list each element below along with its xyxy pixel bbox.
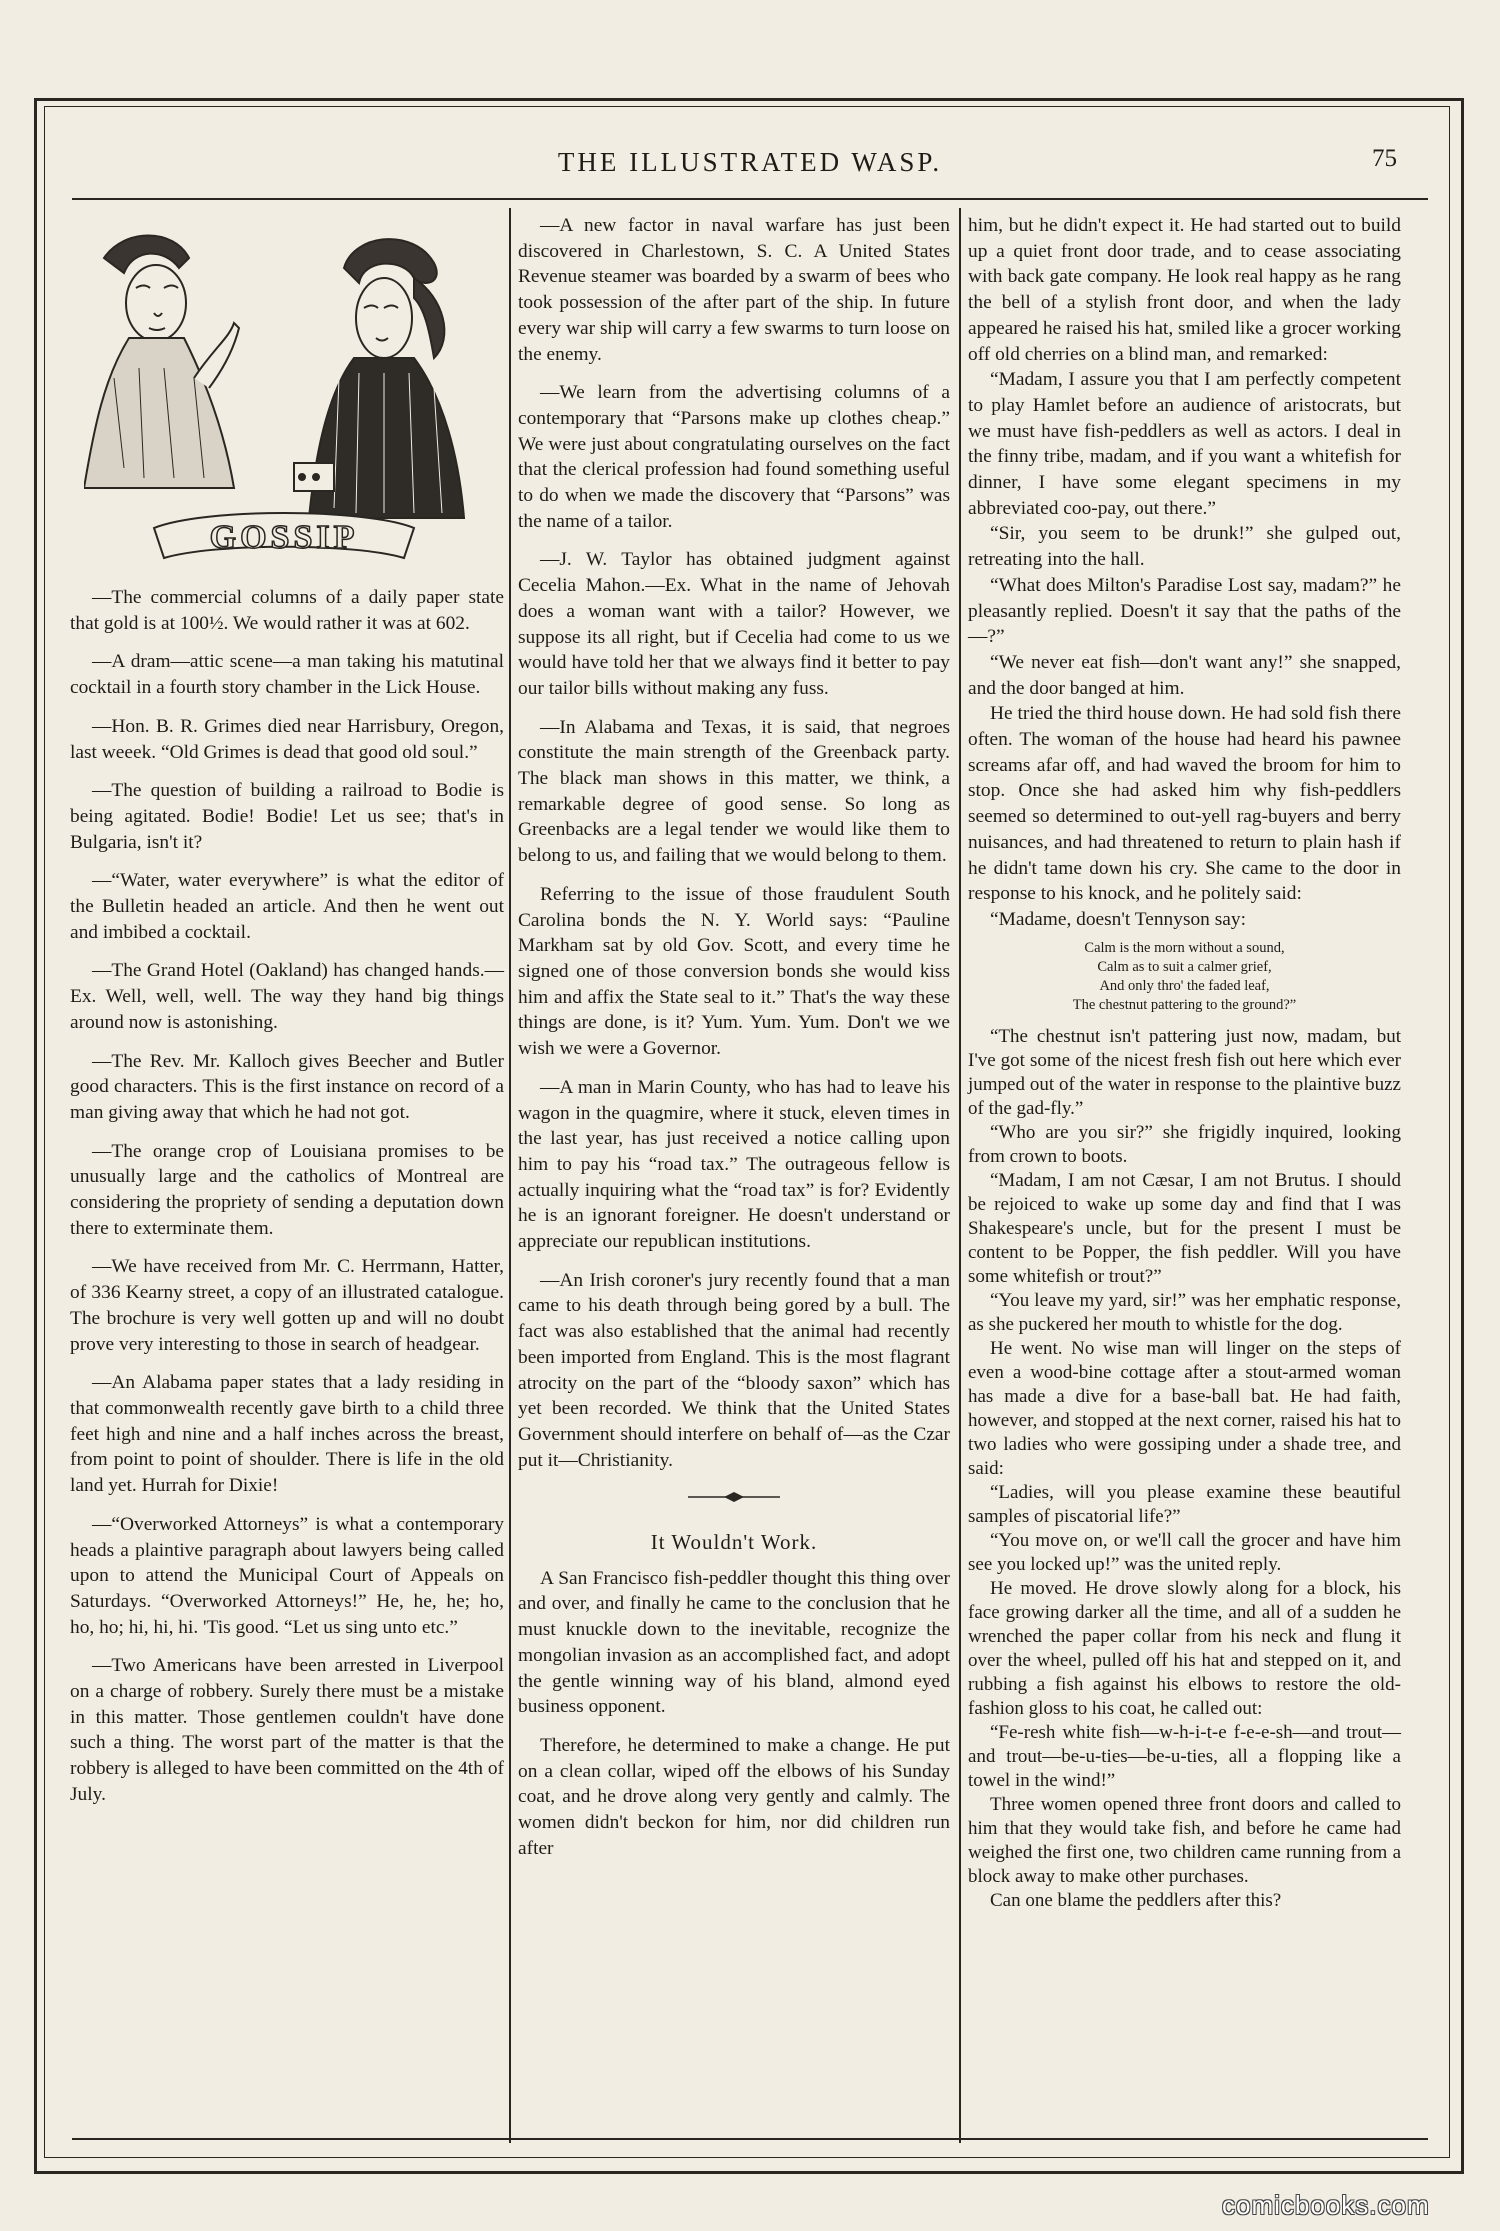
paragraph: “Madam, I am not Cæsar, I am not Brutus. I should be rejoiced to wake up some day and find that I was Shakespeare's uncle, but for the present I must be content to be Popper, the fish peddler. Will you have some whitefish or trout?” xyxy=(968,1169,1401,1287)
page-header-title: THE ILLUSTRATED WASP. xyxy=(557,147,943,177)
paragraph: Referring to the issue of those fraudulent South Carolina bonds the N. Y. World says: “Pauline Markham sat by old Gov. Scott, and every time he signed one of those conversion bonds she would kiss him and affix the State seal to it.” That's the way these things are done, is it? Yum. Yum. Yum. Don't we we wish we were a Governor. xyxy=(518,883,950,1060)
poem-line: Calm as to suit a calmer grief, xyxy=(1097,958,1272,975)
paragraph: Therefore, he determined to make a change. He put on a clean collar, wiped off the elbows of his Sunday coat, and he drove along very gently and calmly. The women didn't beckon for him, nor did children run after xyxy=(518,1734,950,1859)
poem-line: The chestnut pattering to the ground?” xyxy=(1072,996,1297,1013)
paragraph: “What does Milton's Paradise Lost say, madam?” he pleasantly replied. Doesn't it say that the paths of the—?” xyxy=(968,574,1401,648)
section-divider-ornament xyxy=(518,1490,950,1504)
paragraph: “Sir, you seem to be drunk!” she gulped out, retreating into the hall. xyxy=(968,523,1401,571)
paragraph: Can one blame the peddlers after this? xyxy=(990,1889,1282,1911)
paragraph: “The chestnut isn't pattering just now, madam, but I've got some of the nicest fresh fish out here which ever jumped out of the water in response to the plaintive buzz of the gad-fly.” xyxy=(968,1025,1401,1119)
paragraph: —“Water, water everywhere” is what the editor of the Bulletin headed an article. And then he went out and imbibed a cocktail. xyxy=(70,870,504,943)
paragraph: —The question of building a railroad to Bodie is being agitated. Bodie! Bodie! Let us see; that's in Bulgaria, isn't it? xyxy=(70,780,504,853)
column-divider-2 xyxy=(959,208,961,2143)
paragraph: “You leave my yard, sir!” was her emphatic response, as she puckered her mouth to whistle for the dog. xyxy=(968,1289,1401,1335)
paragraph: He tried the third house down. He had sold fish there often. The woman of the house had heard his pawnee screams afar off, and had waved the broom for him to stop. Once she had asked him why fish-peddlers seemed so determined to out-yell rag-buyers and berry nuisances, and had threatened to return to plain hash if he didn't tame down his cry. She came to the door in response to his knock, and he politely said: xyxy=(968,703,1401,905)
paragraph: —An Irish coroner's jury recently found that a man came to his death through being gored by a bull. The fact was also established that the animal had recently been imported from England. This is the most flagrant atrocity on the part of the “bloody saxon” which has yet been recorded. We think that the United States Government should interfere on behalf of—as the Czar put it—Christianity. xyxy=(518,1269,950,1471)
column-1 xyxy=(70,585,504,1821)
paragraph: “You move on, or we'll call the grocer and have him see you locked up!” was the united reply. xyxy=(968,1529,1401,1575)
page-number: 75 xyxy=(1372,145,1397,172)
paragraph: —A new factor in naval warfare has just been discovered in Charlestown, S. C. A United States Revenue steamer was boarded by a swarm of bees who took possession of the after part of the ship. In future every war ship will carry a few swarms to turn loose on the enemy. xyxy=(518,215,950,365)
paragraph: He went. No wise man will linger on the steps of even a wood-bine cottage after a stout-armed woman has made a dive for a base-ball bat. He had faith, however, and stopped at the next corner, raised his hat to two ladies who were gossiping under a shade tree, and said: xyxy=(968,1337,1401,1479)
paragraph: He moved. He drove slowly along for a block, his face growing darker all the time, and all of a sudden he wrenched the paper collar from his neck and flung it over the wheel, pulled off his hat and stepped on it, and rubbing a fish against his elbows to restore the old-fashion gloss to his coat, he called out: xyxy=(968,1577,1401,1719)
paragraph: “Who are you sir?” she frigidly inquired, looking from crown to boots. xyxy=(968,1121,1401,1167)
paragraph: —J. W. Taylor has obtained judgment against Cecelia Mahon.—Ex. What in the name of Jehovah does a woman want with a tailor? However, we suppose its all right, but if Cecelia had come to us we would have told her that we always find it better to pay our tailor bills without making any fuss. xyxy=(518,549,950,699)
paragraph: —The Grand Hotel (Oakland) has changed hands.—Ex. Well, well, well. The way they hand big things around now is astonishing. xyxy=(70,960,504,1033)
column-2 xyxy=(518,213,950,1861)
column-divider-1 xyxy=(509,208,511,2143)
header-rule xyxy=(72,198,1428,200)
paragraph: —Two Americans have been arrested in Liverpool on a charge of robbery. Surely there must be a mistake in this matter. Those gentlemen couldn't have done such a thing. The worst part of the matter is that the robbery is alleged to have been committed on the 4th of July. xyxy=(70,1655,504,1805)
paragraph: “Ladies, will you please examine these beautiful samples of piscatorial life?” xyxy=(968,1481,1401,1527)
poem-quotation xyxy=(968,939,1401,1015)
paragraph: “Fe-resh white fish—w-h-i-t-e f-e-e-sh—and trout—and trout—be-u-ties—be-u-ties, all a flopping like a towel in the wind!” xyxy=(968,1721,1401,1791)
paragraph: “We never eat fish—don't want any!” she snapped, and the door banged at him. xyxy=(968,651,1401,699)
paragraph: —The Rev. Mr. Kalloch gives Beecher and Butler good characters. This is the first instance on record of a man giving away that which he had not got. xyxy=(70,1050,504,1123)
paragraph: —A man in Marin County, who has had to leave his wagon in the quagmire, where it stuck, eleven times in the last year, has just received a notice calling upon him to pay his “road tax.” The outrageous fellow is actually inquiring what the “road tax” is for? Evidently he is an ignorant foreigner. He doesn't understand or appreciate our republican institutions. xyxy=(518,1076,950,1253)
poem-line: And only thro' the faded leaf, xyxy=(1099,977,1270,994)
paragraph: Three women opened three front doors and called to him that they would take fish, and before he came had weighed the first one, two children came running from a block away to make other purchases. xyxy=(968,1793,1401,1887)
paragraph: —The orange crop of Louisiana promises to be unusually large and the catholics of Montreal are considering the propriety of sending a deputation down there to exterminate them. xyxy=(70,1140,504,1239)
footer-rule xyxy=(72,2138,1428,2140)
site-watermark: comicbooks.com xyxy=(1222,2190,1430,2220)
paragraph: “Madam, I assure you that I am perfectly competent to play Hamlet before an audience of aristocrats, but we must have fish-peddlers as well as actors. I deal in the finny tribe, madam, and if you want a whitefish for dinner, I have some elegant specimens in my abbreviated coo-pay, out there.” xyxy=(968,369,1401,519)
paragraph: —An Alabama paper states that a lady residing in that commonwealth recently gave birth to a child three feet high and nine and a half inches across the breast, from point to point of shoulder. There is life in the old land yet. Hurrah for Dixie! xyxy=(70,1372,504,1497)
paragraph: —In Alabama and Texas, it is said, that negroes constitute the main strength of the Greenback party. The black man shows in this matter, we think, a remarkable degree of good sense. So long as Greenbacks are a legal tender we would like them to belong to us, and failing that we would belong to them. xyxy=(518,716,950,867)
paragraph: —A dram—attic scene—a man taking his matutinal cocktail in a fourth story chamber in the Lick House. xyxy=(70,651,504,699)
gossip-illustration xyxy=(84,228,496,574)
paragraph: —The commercial columns of a daily paper state that gold is at 100½. We would rather it was at 602. xyxy=(70,587,504,634)
paragraph: him, but he didn't expect it. He had started out to build up a quiet front door trade, and to cease associating with back gate company. He look real happy as he rang the bell of a stylish front door, and when the lady appeared he raised his hat, smiled like a grocer working off old cherries on a blind man, and remarked: xyxy=(968,215,1401,365)
paragraph: —We have received from Mr. C. Herrmann, Hatter, of 336 Kearny street, a copy of an illustrated catalogue. The brochure is very well gotten up and will no doubt prove very interesting to those in search of headgear. xyxy=(70,1256,504,1355)
poem-line: Calm is the morn without a sound, xyxy=(1084,939,1285,956)
paragraph: —Hon. B. R. Grimes died near Harrisbury, Oregon, last weeek. “Old Grimes is dead that good old soul.” xyxy=(70,715,504,763)
column-3 xyxy=(968,213,1401,1913)
story-heading: It Wouldn't Work. xyxy=(650,1530,818,1555)
paragraph: “Madame, doesn't Tennyson say: xyxy=(990,908,1246,930)
paragraph: —We learn from the advertising columns of a contemporary that “Parsons make up clothes cheap.” We were just about congratulating ourselves on the fact that the clerical profession had found something useful to do when we made the discovery that “Parsons” was the name of a tailor. xyxy=(518,382,950,532)
paragraph: A San Francisco fish-peddler thought this thing over and over, and finally he came to the conclusion that he must knuckle down to the inevitable, recognize the mongolian invasion as an accomplished fact, and adopt the gentle winning way of his bland, almond eyed business opponent. xyxy=(518,1567,950,1718)
gossip-caption: GOSSIP xyxy=(209,519,359,556)
paragraph: —“Overworked Attorneys” is what a contemporary heads a plaintive paragraph about lawyers being called upon to attend the Municipal Court of Appeals on Saturdays. “Overworked Attorneys!” He, he, he; ho, ho, ho; hi, hi, hi. 'Tis good. “Let us sing unto etc.” xyxy=(70,1513,504,1638)
